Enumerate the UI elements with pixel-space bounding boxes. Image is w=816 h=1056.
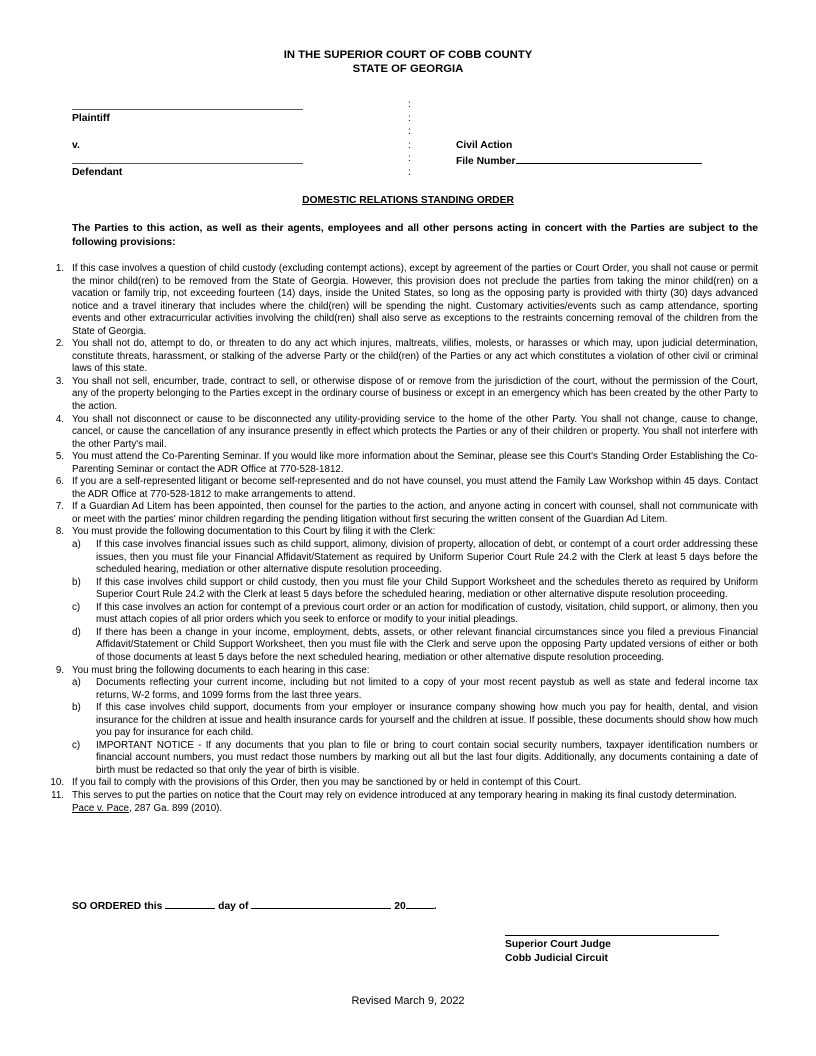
list-item: 9. You must bring the following documents to each hearing in this case: a) Documents reflecting your current income, including but not limited to a copy of your most recent paystub as well as state and federal income tax returns, W-2 forms, and 1099 forms from the last three years. b) If this case involves child support, documents from your employer or insurance company showing how much you pay for health, dental, and vision insurance for the children at issue and health insurance cards for yourself and the children at issue. If possible, these documents should show how much you pay for insurance for each child. c) IMPORTANT NOTICE - If any documents that you plan to file or bring to court contain social security numbers, taxpayer identification numbers or financial account numbers, you must redact those numbers by marking out all but the last four digits. Additionally, any documents containing a date of birth must be redacted so that only the year of birth is visible.	[55, 664, 758, 776]
case-citation: Pace v. Pace	[72, 802, 129, 814]
circuit-name: Cobb Judicial Circuit	[505, 953, 608, 964]
day-blank[interactable]	[165, 897, 215, 909]
versus-label: v.	[72, 139, 80, 151]
intro-paragraph: The Parties to this action, as well as their agents, employees and all other persons acting in concert with the Parties are subject to the following provisions:	[72, 223, 758, 248]
file-number-label: File Number	[456, 156, 516, 168]
sub-item: b) If this case involves child support or child custody, then you must file your Child Support Worksheet and the schedules thereto as required by Uniform Superior Court Rule 24.2 with the Clerk at least 5 days before the scheduled hearing, mediation or other alternative dispute resolution proceeding.	[72, 576, 758, 601]
plaintiff-name-line[interactable]	[72, 98, 303, 110]
state-name: STATE OF GEORGIA	[352, 63, 464, 75]
list-item: 4. You shall not disconnect or cause to be disconnected any utility-providing service to the home of the other Party. You shall not change, cause to change, cancel, or cause the cancellation of any insurance presently in effect which protects the Parties or any of their children or property. You shall not interfere with the other Party's mail.	[55, 413, 758, 450]
order-title: DOMESTIC RELATIONS STANDING ORDER	[302, 195, 514, 206]
plaintiff-label: Plaintiff	[72, 112, 110, 124]
list-item: 2. You shall not do, attempt to do, or threaten to do any act which injures, maltreats, vilifies, molests, or harasses or which may, upon judicial determination, constitute threats, harassment, or stalking of the adverse Party or the child(ren) of the Parties or any act which constitutes a violation of other civil or criminal laws of this state.	[55, 338, 758, 375]
year-blank[interactable]	[406, 897, 434, 909]
sub-item: c) If this case involves an action for contempt of a previous court order or an action for modification of custody, visitation, child support, or alimony, then you must attach copies of all prior orders which you seek to enforce or modify to your initial pleadings.	[72, 601, 758, 626]
provisions-list	[50, 263, 758, 815]
list-item: 8. You must provide the following documentation to this Court by filing it with the Clerk: a) If this case involves financial issues such as child support, alimony, division of property, allocation of debt, or contempt of a court order addressing these issues, then you must file your Financial Affidavit/Statement as required by Uniform Superior Court Rule 24.2 with the Clerk at least 5 days before the scheduled hearing, mediation or other alternative dispute resolution proceeding. b) If this case involves child support or child custody, then you must file your Child Support Worksheet and the schedules thereto as required by Uniform Superior Court Rule 24.2 with the Clerk at least 5 days before the scheduled hearing, mediation or other alternative dispute resolution proceeding. c) If this case involves an action for contempt of a previous court order or an action for modification of custody, visitation, child support, or alimony, then you must attach copies of all prior orders which you seek to enforce or modify to your initial pleadings. d) If there has been a change in your income, employment, debts, assets, or other relevant financial circumstances since you filed a previous Financial Affidavit/Statement or Child Support Worksheet, then you must file with the Clerk and serve upon the opposing Party updated versions of either or both of those documents at least 5 days before the next scheduled hearing, mediation or other alternative dispute resolution proceeding.	[55, 526, 758, 663]
so-ordered-line: SO ORDERED this day of 20 .	[72, 897, 437, 912]
list-item: 11. This serves to put the parties on notice that the Court may rely on evidence introduced at any temporary hearing in making its final custody determination. Pace v. Pace, 287 Ga. 899 (2010).	[51, 789, 737, 814]
sub-item: d) If there has been a change in your income, employment, debts, assets, or other relevant financial circumstances since you filed a previous Financial Affidavit/Statement or Child Support Worksheet, then you must file with the Clerk and serve upon the opposing Party updated versions of either or both of those documents at least 5 days before the next scheduled hearing, mediation or other alternative dispute resolution proceeding.	[72, 626, 758, 663]
court-name: IN THE SUPERIOR COURT OF COBB COUNTY	[283, 49, 533, 61]
list-item: 7. If a Guardian Ad Litem has been appointed, then counsel for the parties to the action, and anyone acting in concert with counsel, shall not communicate with or meet with the parties' minor children regarding the pending litigation without first securing the written consent of the Guardian Ad Litem.	[55, 501, 758, 525]
sub-item: a) Documents reflecting your current income, including but not limited to a copy of your most recent paystub as well as state and federal income tax returns, W-2 forms, and 1099 forms from the last three years.	[72, 677, 758, 701]
court-header	[0, 48, 816, 76]
sub-item: c) IMPORTANT NOTICE - If any documents that you plan to file or bring to court contain social security numbers, taxpayer identification numbers or financial account numbers, you must redact those numbers by marking out all but the last four digits. Additionally, any documents containing a date of birth must be redacted so that only the year of birth is visible.	[72, 739, 758, 776]
list-item: 10. If you fail to comply with the provisions of this Order, then you may be sanctioned by or held in contempt of this Court.	[50, 777, 581, 789]
month-blank[interactable]	[251, 897, 391, 909]
civil-action-label: Civil Action	[456, 139, 513, 151]
revision-footer: Revised March 9, 2022	[351, 995, 465, 1007]
judge-signature-line[interactable]	[505, 925, 719, 936]
sub-item: a) If this case involves financial issues such as child support, alimony, division of property, allocation of debt, or contempt of a court order addressing these issues, then you must file your Financial Affidavit/Statement as required by Uniform Superior Court Rule 24.2 with the Clerk at least 5 days before the scheduled hearing, mediation or other alternative dispute resolution proceeding.	[72, 539, 758, 576]
list-item: 1. If this case involves a question of child custody (excluding contempt actions), except by agreement of the parties or Court Order, you shall not cause or permit the minor child(ren) to be removed from the State of Georgia. However, this provision does not preclude the parties from taking the minor child(ren) on a vacation or family trip, not exceeding fourteen (14) days, inside the United States, so long as the opposing party is provided with thirty (30) days advanced notice and a travel itinerary that includes where the child(ren) will be spending the night. Customary activities/events such as camp attendance, sporting events and other extracurricular activities involving the child(ren) shall also serve as exceptions to the restraints concerning removal of the children from the State of Georgia.	[55, 263, 758, 337]
sub-item: b) If this case involves child support, documents from your employer or insurance company showing how much you pay for health, dental, and vision insurance for the children at issue and health insurance cards for yourself and the children at issue. If possible, these documents should show how much you pay for insurance for each child.	[72, 702, 758, 739]
defendant-label: Defendant	[72, 166, 123, 178]
file-number-line[interactable]	[516, 152, 702, 164]
case-caption: : Plaintiff : : v. : Civil Action : File Number Defendant :	[72, 98, 762, 180]
signature-block	[505, 938, 611, 966]
list-item: 6. If you are a self-represented litigant or become self-represented and do not have counsel, you must attend the Family Law Workshop within 45 days. Contact the ADR Office at 770-528-1812 to make arrangements to attend.	[55, 476, 758, 500]
list-item: 3. You shall not sell, encumber, trade, contract to sell, or otherwise dispose of or remove from the jurisdiction of the court, without the permission of the Court, any of the property belonging to the Parties except in the ordinary course of business or except in an emergency which has been created by the other Party to the action.	[55, 375, 758, 413]
list-item: 5. You must attend the Co-Parenting Seminar. If you would like more information about the Seminar, please see this Court's Standing Order Establishing the Co-Parenting Seminar or contact the ADR Office at 770-528-1812.	[55, 451, 758, 475]
judge-title: Superior Court Judge	[505, 939, 611, 950]
defendant-name-line[interactable]	[72, 152, 303, 164]
